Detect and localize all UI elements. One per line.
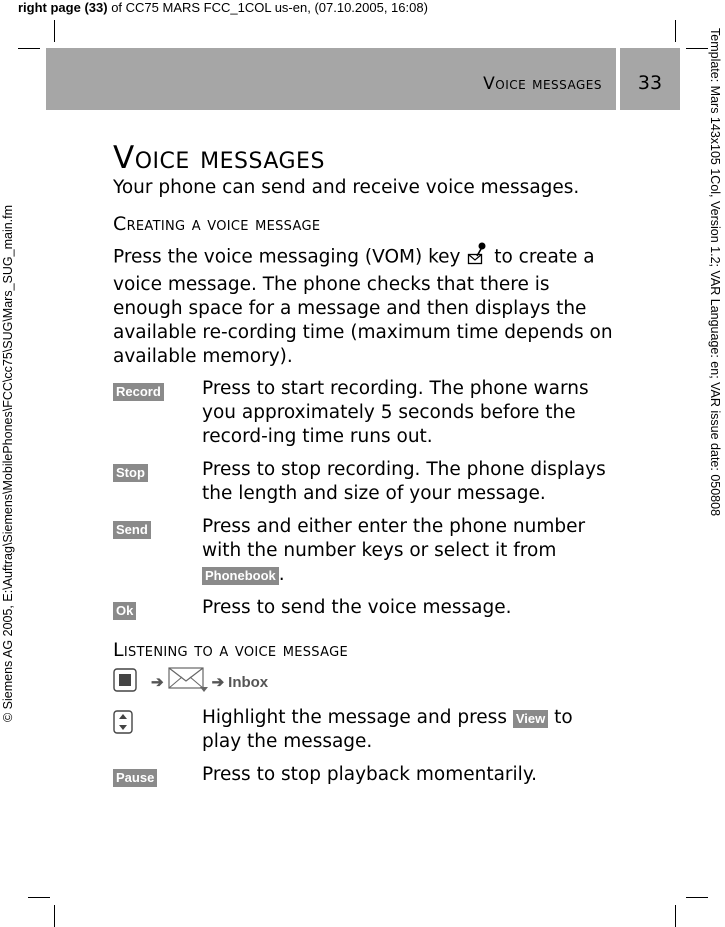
voice-message-key-icon — [466, 242, 488, 273]
crop-mark — [686, 48, 708, 49]
messages-envelope-icon — [168, 667, 208, 697]
step-desc-after: to play the message. — [202, 707, 573, 752]
step-row — [113, 515, 613, 587]
copyright-path: © Siemens AG 2005, E:\Auftrag\Siemens\MobilePhones\FCC\cc75\SUG\Mars_SUG_main.fm — [1, 204, 15, 723]
running-header-title: Voice messages — [483, 74, 602, 94]
crop-mark — [686, 897, 708, 898]
step-desc-before: Press and either enter the phone number with the number keys or select it from — [202, 516, 586, 561]
menu-path-inbox: Inbox — [228, 673, 269, 691]
step-row — [113, 706, 613, 754]
page-title: Voice messages — [113, 140, 325, 176]
crop-mark — [28, 897, 50, 898]
left-margin-note — [0, 0, 16, 927]
step-row — [113, 763, 613, 787]
proof-line-info: of CC75 MARS FCC_1COL us-en, (07.10.2005, 16:08) — [107, 0, 428, 15]
menu-key-icon — [113, 668, 137, 696]
step-row — [113, 596, 613, 620]
intro-text: Your phone can send and receive voice messages. — [113, 177, 580, 198]
crop-mark — [54, 20, 55, 42]
step-description: Press to start recording. The phone warns you approximately 5 seconds before the record-ing time runs out. — [202, 378, 589, 447]
main-content — [113, 140, 613, 796]
step-desc-after: . — [278, 564, 285, 585]
record-softkey: Record — [113, 383, 164, 401]
step-description — [202, 706, 613, 754]
step-row — [113, 458, 613, 506]
view-softkey: View — [513, 710, 548, 728]
proof-line-page: right page (33) — [18, 0, 108, 15]
navigation-key-icon — [113, 710, 133, 738]
running-header — [46, 48, 616, 110]
step-row — [113, 377, 613, 449]
arrow-icon: ➔ — [151, 674, 164, 691]
stop-softkey: Stop — [113, 464, 148, 482]
crop-mark — [675, 20, 676, 42]
step-description: Press to stop recording. The phone displays the length and size of your message. — [202, 459, 606, 504]
section-heading-listening: Listening to a voice message — [113, 639, 348, 661]
crop-mark — [675, 905, 676, 927]
pause-softkey: Pause — [113, 769, 157, 787]
phonebook-softkey: Phonebook — [202, 567, 279, 585]
step-description — [202, 515, 613, 587]
section-heading-creating: Creating a voice message — [113, 213, 321, 235]
crop-mark — [54, 905, 55, 927]
right-margin-note — [706, 0, 724, 927]
creating-para-after: to create a voice message. The phone checks that there is enough space for a message and then displays the available re-cording time (maximum time depends on available memory). — [113, 246, 613, 367]
page-number-box — [620, 48, 680, 110]
menu-path — [113, 668, 613, 696]
arrow-icon: ➔ — [211, 674, 225, 691]
send-softkey: Send — [113, 521, 151, 539]
crop-mark — [18, 48, 40, 49]
template-info: Template: Mars 143x105 1Col, Version 1.2; VAR Language: en; VAR issue date: 050808 — [708, 28, 722, 517]
ok-softkey: Ok — [113, 602, 136, 620]
proof-line — [18, 0, 428, 15]
step-description: Press to stop playback momentarily. — [202, 764, 538, 785]
step-desc-before: Highlight the message and press — [202, 707, 507, 728]
step-description: Press to send the voice message. — [202, 597, 512, 618]
creating-paragraph — [113, 242, 613, 369]
creating-para-before: Press the voice messaging (VOM) key — [113, 246, 461, 268]
page-number: 33 — [637, 72, 663, 94]
